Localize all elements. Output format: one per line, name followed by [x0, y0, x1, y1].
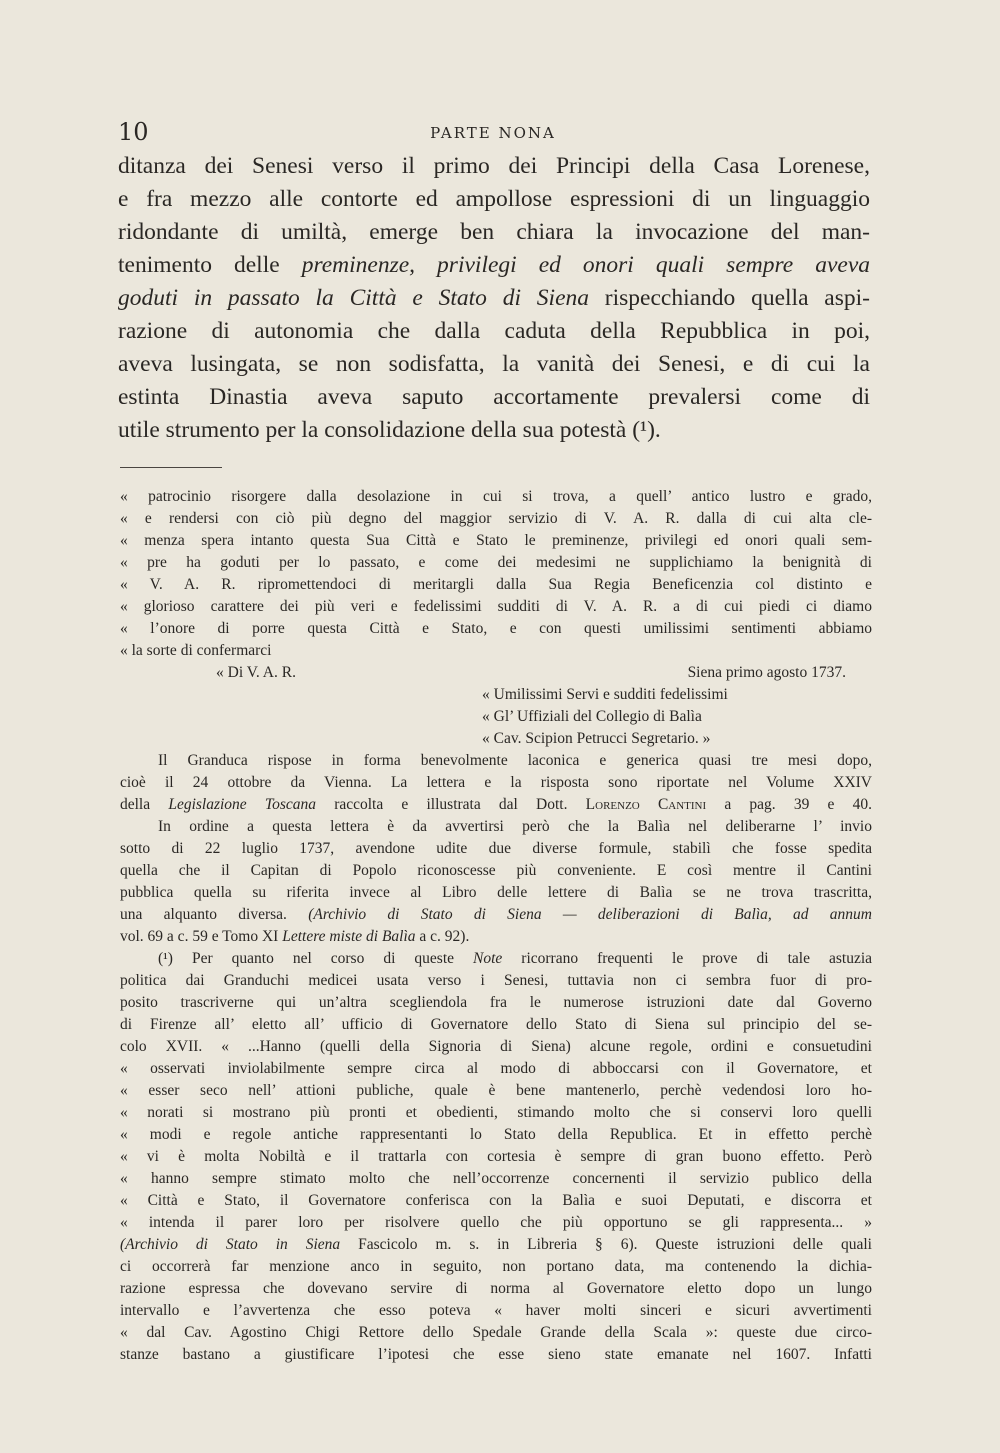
page-header: [118, 118, 868, 152]
note-line: Il Granduca rispose in forma benevolmente laconica e generica quasi tre mesi dopo,: [158, 752, 872, 769]
running-head: PARTE NONA: [430, 124, 556, 142]
signature-line: « Cav. Scipion Petrucci Segretario. »: [482, 730, 711, 747]
note-line: sotto di 22 luglio 1737, avendone udite due diverse formule, stabilì che fosse spedita: [120, 840, 872, 857]
signature-line: « Umilissimi Servi e sudditi fedelissimi: [482, 686, 728, 703]
notes-section: [120, 486, 872, 1366]
page-number: 10: [118, 118, 149, 146]
footnote-divider: [120, 467, 222, 468]
footnote-line: « osservati inviolabilmente sempre circa al modo di abboccarsi con il Governatore, et: [120, 1060, 872, 1077]
footnote-line: di Firenze all’ eletto all’ ufficio di Governatore dello Stato di Siena sul principio del se-: [120, 1016, 872, 1033]
note-line: In ordine a questa lettera è da avvertirsi però che la Balìa nel deliberarne l’ invio: [158, 818, 872, 835]
letter-line: « glorioso carattere dei più veri e fedelissimi sudditi di V. A. R. a di cui piedi ci diamo: [120, 598, 872, 615]
footnote-line: stanze bastano a giustificare l’ipotesi che esse sieno state emanate nel 1607. Infatti: [120, 1346, 872, 1363]
closing-salutation: « Di V. A. R.: [216, 664, 296, 681]
text-line: tenimento delle preminenze, privilegi ed onori quali sempre aveva: [118, 252, 870, 278]
closing-date: Siena primo agosto 1737.: [687, 664, 846, 681]
letter-line: « l’onore di porre questa Città e Stato, e con questi umilissimi sentimenti abbiamo: [120, 620, 872, 637]
text-line: estinta Dinastia aveva saputo accortamente prevalersi come di: [118, 384, 870, 410]
letter-line: « patrocinio risorgere dalla desolazione in cui si trova, a quell’ antico lustro e grado,: [120, 488, 872, 505]
footnote-line: (¹) Per quanto nel corso di queste Note ricorrano frequenti le prove di tale astuzia: [158, 950, 873, 967]
text-line: ditanza dei Senesi verso il primo dei Principi della Casa Lorenese,: [118, 153, 870, 179]
note-line: una alquanto diversa. (Archivio di Stato di Siena — deliberazioni di Balìa, ad annum: [120, 906, 872, 923]
footnote-line: colo XVII. « ...Hanno (quelli della Signoria di Siena) alcune regole, ordini e consuetudini: [120, 1038, 872, 1055]
note-line: cioè il 24 ottobre da Vienna. La lettera e la risposta sono riportate nel Volume XXIV: [120, 774, 872, 791]
letter-line: « e rendersi con ciò più degno del maggior servizio di V. A. R. dalla di cui alta cle-: [120, 510, 872, 527]
note-line: della Legislazione Toscana raccolta e illustrata dal Dott. Lorenzo Cantini a pag. 39 e 40.: [120, 796, 872, 813]
note-line: quella che il Capitan di Popolo riconoscesse più conveniente. E così mentre il Cantini: [120, 862, 872, 879]
footnote-line: « esser seco nell’ attioni publiche, quale è bene mantenerlo, perchè vedendosi loro ho-: [120, 1082, 872, 1099]
footnote-line: politica dai Granduchi medicei usata verso i Senesi, tuttavia non ci sembra fuor di pro-: [120, 972, 872, 989]
text-line: goduti in passato la Città e Stato di Siena rispecchiando quella aspi-: [118, 285, 870, 311]
note-line: pubblica quella su riferita invece al Libro delle lettere di Balìa se ne trova trascritta,: [120, 884, 872, 901]
footnote-line: (Archivio di Stato in Siena Fascicolo m. s. in Libreria § 6). Queste istruzioni delle quali: [120, 1236, 872, 1253]
footnote-line: « Città e Stato, il Governatore conferisca con la Balìa e suoi Deputati, e discorra et: [120, 1192, 872, 1209]
text-line: ridondante di umiltà, emerge ben chiara la invocazione del man-: [118, 219, 870, 245]
footnote-line: « intenda il parer loro per risolvere quello che più opportuno se gli rappresenta... »: [120, 1214, 872, 1231]
footnote-line: intervallo e l’avvertenza che esso poteva « haver molti sinceri e sicuri avvertimenti: [120, 1302, 872, 1319]
footnote-line: razione espressa che dovevano servire di norma al Governatore eletto dopo un lungo: [120, 1280, 872, 1297]
note-line: vol. 69 a c. 59 e Tomo XI Lettere miste di Balìa a c. 92).: [120, 928, 470, 945]
signature-line: « Gl’ Uffiziali del Collegio di Balìa: [482, 708, 702, 725]
text-line: e fra mezzo alle contorte ed ampollose espressioni di un linguaggio: [118, 186, 870, 212]
note-paragraph-granduca: [120, 750, 872, 816]
footnote-line: « dal Cav. Agostino Chigi Rettore dello Spedale Grande della Scala »: queste due circo-: [120, 1324, 872, 1341]
footnote-line: « modi e regole antiche rappresentanti lo Stato della Republica. Et in effetto perchè: [120, 1126, 872, 1143]
letter-line: « menza spera intanto questa Sua Città e Stato le preminenze, privilegi ed onori quali sem-: [120, 532, 872, 549]
main-paragraph: [118, 150, 870, 447]
footnote-line: « norati si mostrano più pronti et obedienti, stimando molto che si conservi loro quelli: [120, 1104, 872, 1121]
footnote-1: [120, 948, 872, 1366]
text-line: aveva lusingata, se non sodisfatta, la vanità dei Senesi, e di cui la: [118, 351, 870, 377]
note-paragraph-ordine: [120, 816, 872, 948]
text-line: utile strumento per la consolidazione della sua potestà (¹).: [118, 417, 661, 443]
footnote-line: « hanno sempre stimato molto che nell’occorrenze concernenti il servizio publico della: [120, 1170, 872, 1187]
footnote-line: posito trascriverne qui un’altra scegliendola fra le numerose istruzioni date dal Governo: [120, 994, 872, 1011]
quoted-letter: [120, 486, 872, 750]
letter-line: « la sorte di confermarci: [120, 642, 272, 659]
letter-line: « pre ha goduti per lo passato, e come dei medesimi ne supplichiamo la benignità di: [120, 554, 872, 571]
footnote-line: « vi è molta Nobiltà e il trattarla con cortesia è sempre di gran buono effetto. Però: [120, 1148, 872, 1165]
letter-line: « V. A. R. ripromettendoci di meritargli dalla Sua Regia Beneficenzia col distinto e: [120, 576, 872, 593]
letter-closing: [120, 662, 872, 684]
footnote-line: ci occorrerà far menzione anco in seguito, non portano data, ma contenendo la dichia-: [120, 1258, 872, 1275]
text-line: razione di autonomia che dalla caduta della Repubblica in poi,: [118, 318, 870, 344]
